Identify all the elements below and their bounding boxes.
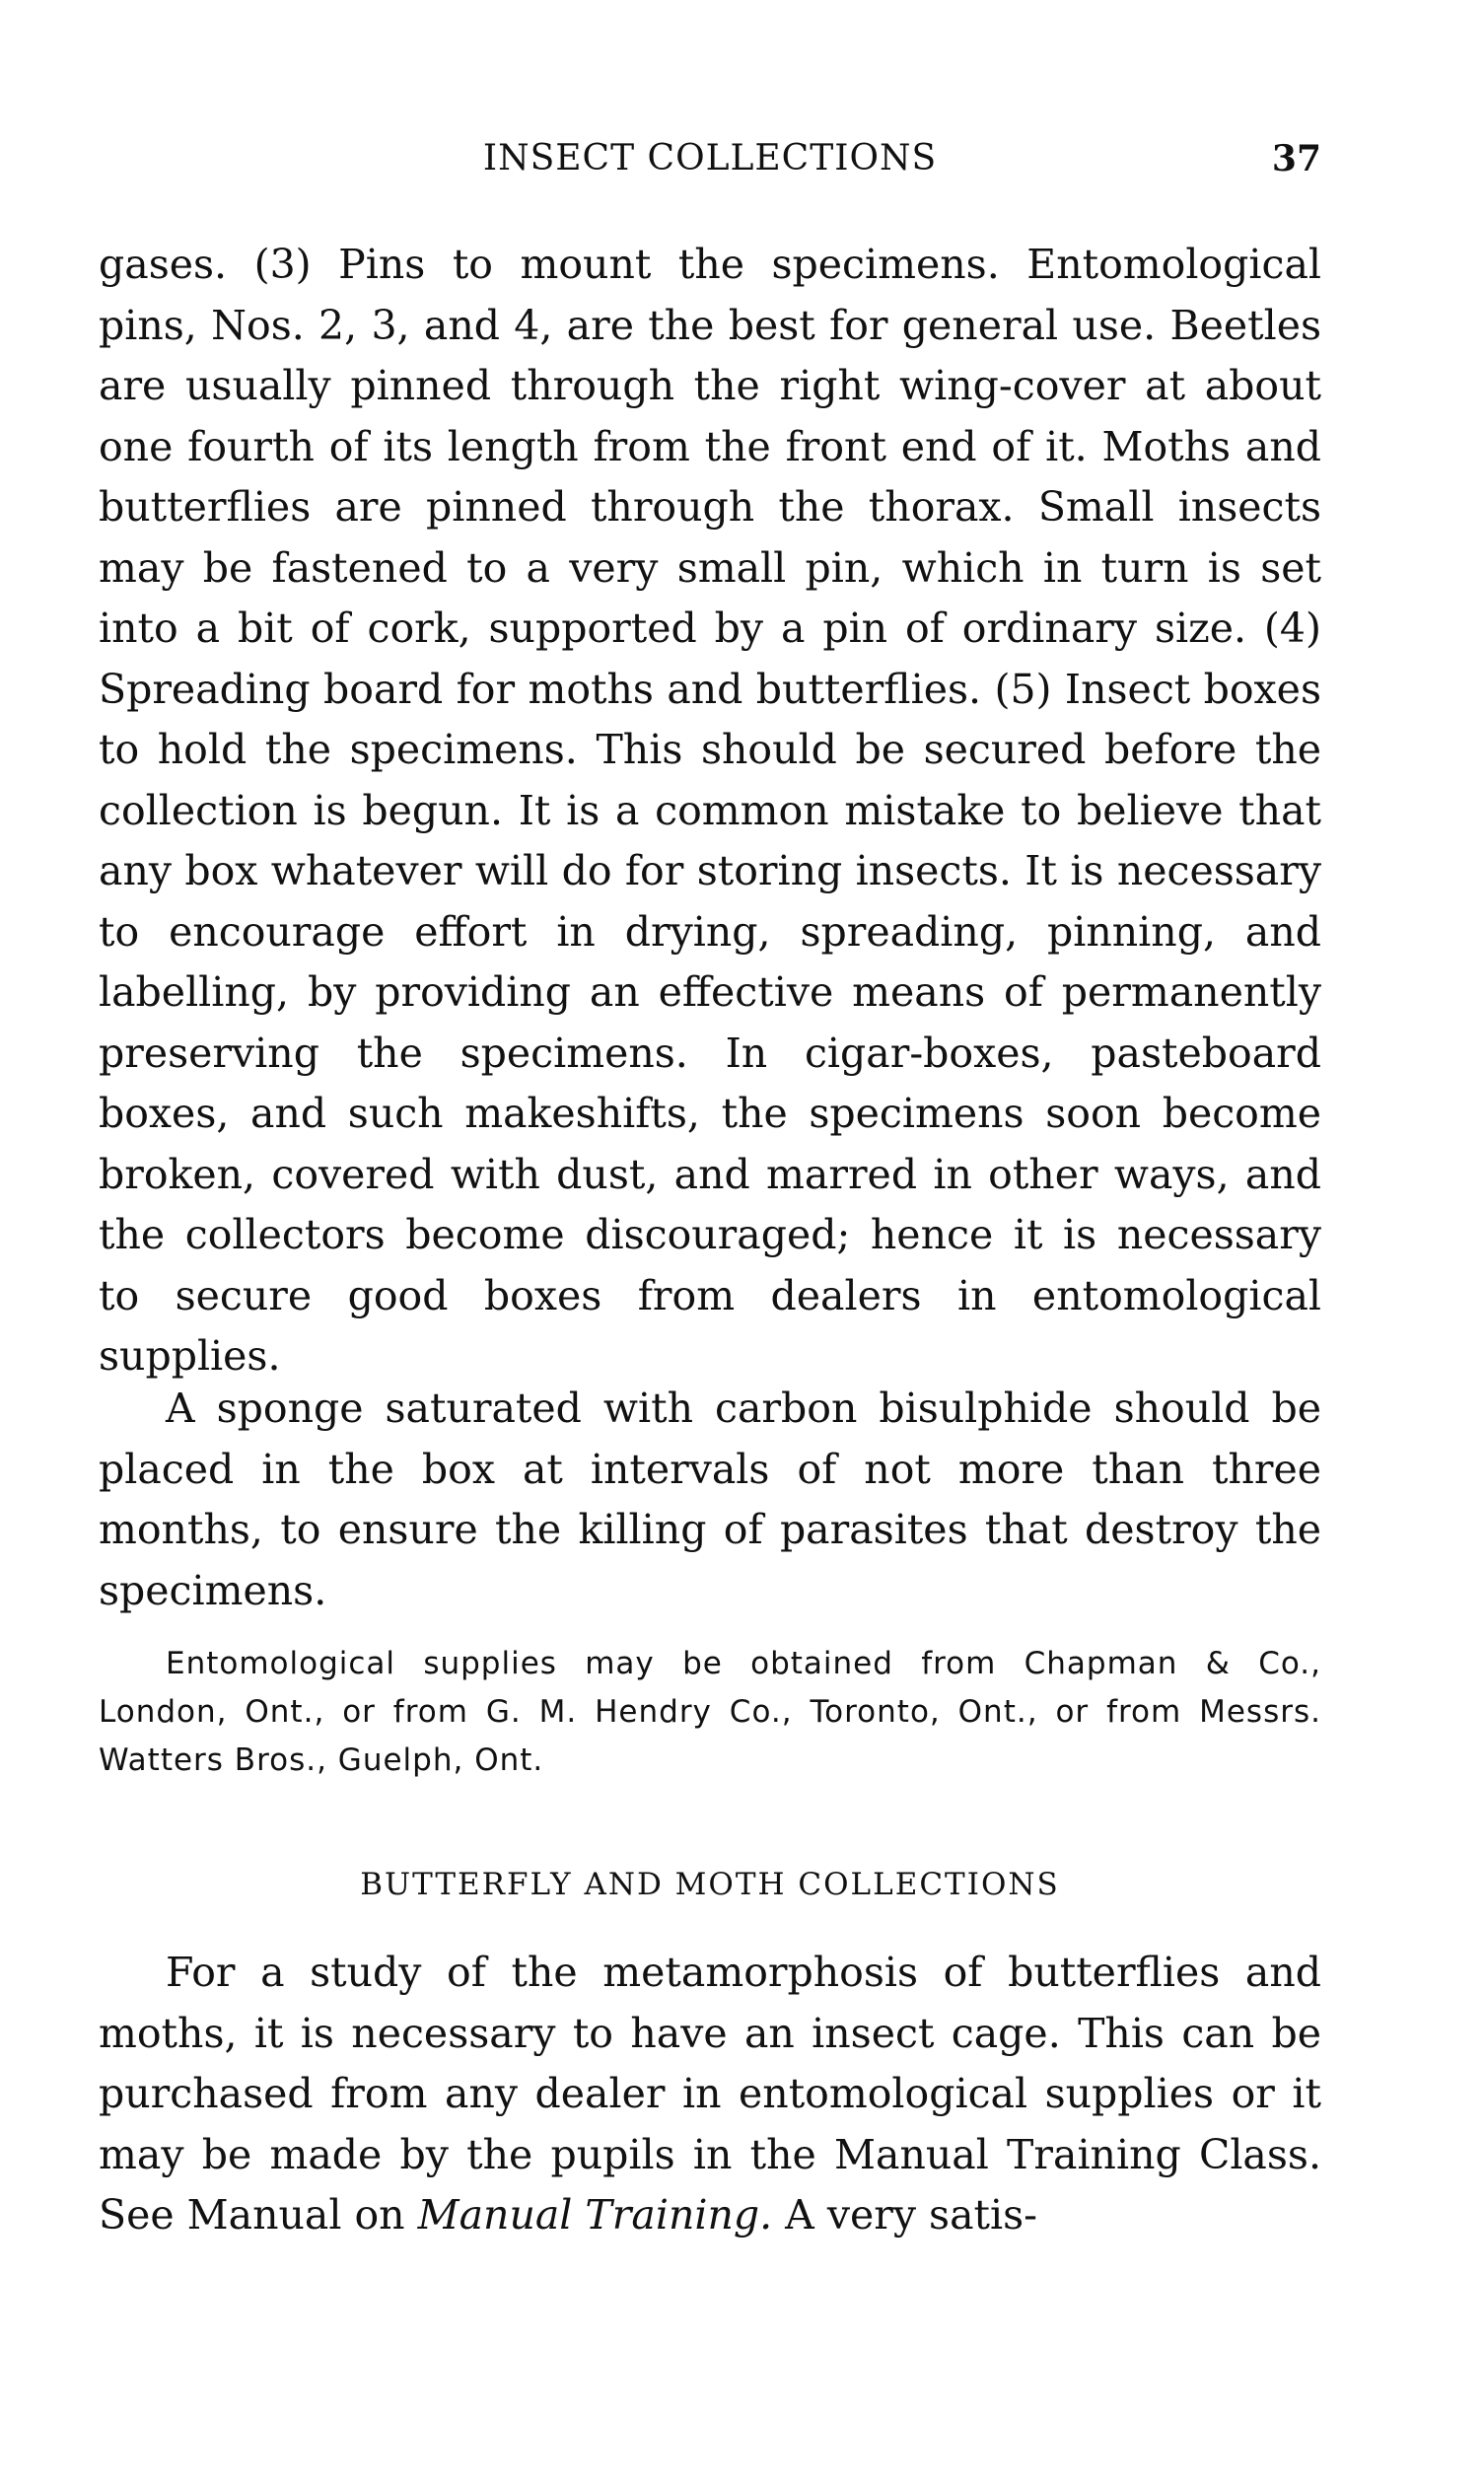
paragraph-text-before: For a study of the metamorphosis of butterflies and moths, it is necessary to have an insect cage. This can be purchased from any dealer in entomological supplies or it may be made by the pupils in the Manual Training Class. See Manual on	[99, 1949, 1321, 2239]
running-head	[99, 138, 1321, 187]
page-number: 37	[1271, 138, 1321, 179]
manual-training-title: Manual Training.	[417, 2191, 773, 2239]
paragraph-carbon-bisulphide: A sponge saturated with carbon bisulphide should be placed in the box at intervals of not more than three months, to ensure the killing of parasites that destroy the specimens.	[99, 1385, 1321, 1614]
running-title: INSECT COLLECTIONS	[482, 138, 938, 178]
section-heading: BUTTERFLY AND MOTH COLLECTIONS	[360, 1867, 1060, 1902]
paragraph-collection-supplies: gases. (3) Pins to mount the specimens. Entomological pins, Nos. 2, 3, and 4, are the best for general use. Beetles are usually pinned through the right wing-cover at about one fourth of its length from the front end of it. Moths and butterflies are pinned through the thorax. Small insects may be fastened to a very small pin, which in turn is set into a bit of cork, supported by a pin of ordinary size. (4) Spreading board for moths and butterflies. (5) Insect boxes to hold the specimens. This should be secured before the collection is begun. It is a common mistake to believe that any box whatever will do for storing insects. It is necessary to encourage effort in drying, spreading, pinning, and labelling, by providing an effective means of permanently preserving the specimens. In cigar-boxes, pasteboard boxes, and such makeshifts, the specimens soon become broken, covered with dust, and marred in other ways, and the collectors become discouraged; hence it is necessary to secure good boxes from dealers in entomological supplies.	[99, 241, 1321, 1380]
footnote-suppliers: Entomological supplies may be obtained from Chapman & Co., London, Ont., or from G. M. Hendry Co., Toronto, Ont., or from Messrs. Watters Bros., Guelph, Ont.	[99, 1646, 1321, 1778]
paragraph-text-after: A very satis-	[772, 2191, 1038, 2239]
paragraph-insect-cage	[99, 1943, 1321, 2246]
